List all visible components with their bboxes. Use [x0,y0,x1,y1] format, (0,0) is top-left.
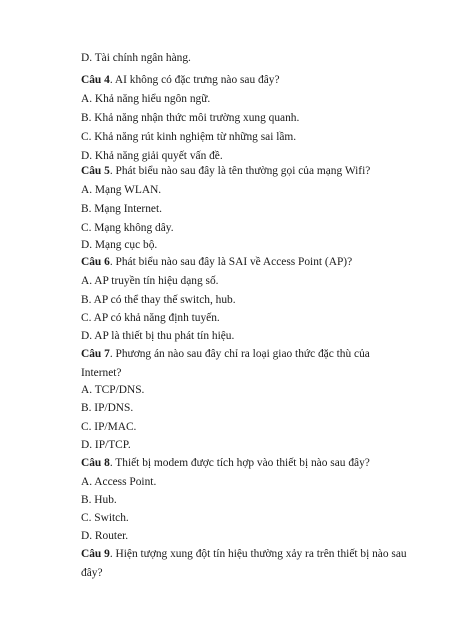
option-line: Internet? [81,367,122,379]
question-line [81,346,370,362]
question-text: . Phương án nào sau đây chỉ ra loại giao thức đặc thù của [109,348,370,360]
option-line: B. Hub. [81,494,117,506]
option-line: A. Access Point. [81,476,157,488]
option-line: C. Khả năng rút kinh nghiệm từ những sai lầm. [81,131,297,143]
question-number: Câu 7 [81,348,110,360]
question-text: . Thiết bị modem được tích hợp vào thiết bị nào sau đây? [109,457,370,469]
option-line: B. Mạng Internet. [81,203,162,215]
question-line [81,72,280,88]
option-line: C. Switch. [81,512,129,524]
question-text: . Phát biểu nào sau đây là SAI về Access Point (AP)? [109,256,353,268]
question-number: Câu 4 [81,74,110,86]
option-line: C. IP/MAC. [81,421,137,433]
question-text: . AI không có đặc trưng nào sau đây? [109,74,280,86]
option-line: A. AP truyền tín hiệu dạng số. [81,275,219,287]
option-line: C. Mạng không dây. [81,222,174,234]
option-line: A. Khả năng hiểu ngôn ngữ. [81,93,211,105]
question-text: . Hiện tượng xung đột tín hiệu thường xảy ra trên thiết bị nào sau [109,548,407,560]
question-number: Câu 8 [81,457,110,469]
option-line: D. AP là thiết bị thu phát tín hiệu. [81,330,235,342]
question-number: Câu 6 [81,256,110,268]
option-line: A. TCP/DNS. [81,384,145,396]
option-line: B. Khả năng nhận thức môi trường xung quanh. [81,112,300,124]
option-line: D. Mạng cục bộ. [81,239,158,251]
option-line: đây? [81,567,103,579]
option-line: C. AP có khả năng định tuyến. [81,312,220,324]
option-line: D. Khả năng giải quyết vấn đề. [81,150,223,162]
question-line [81,546,407,562]
option-line: B. AP có thể thay thế switch, hub. [81,294,236,306]
question-number: Câu 5 [81,165,110,177]
question-line [81,254,352,270]
question-line [81,455,370,471]
question-text: . Phát biểu nào sau đây là tên thường gọi của mạng Wifi? [109,165,371,177]
option-line: D. Router. [81,530,129,542]
question-number: Câu 9 [81,548,110,560]
option-line: B. IP/DNS. [81,402,134,414]
option-line: A. Mạng WLAN. [81,184,162,196]
question-line [81,163,370,179]
option-line: D. IP/TCP. [81,439,131,451]
option-line: D. Tài chính ngân hàng. [81,52,191,64]
